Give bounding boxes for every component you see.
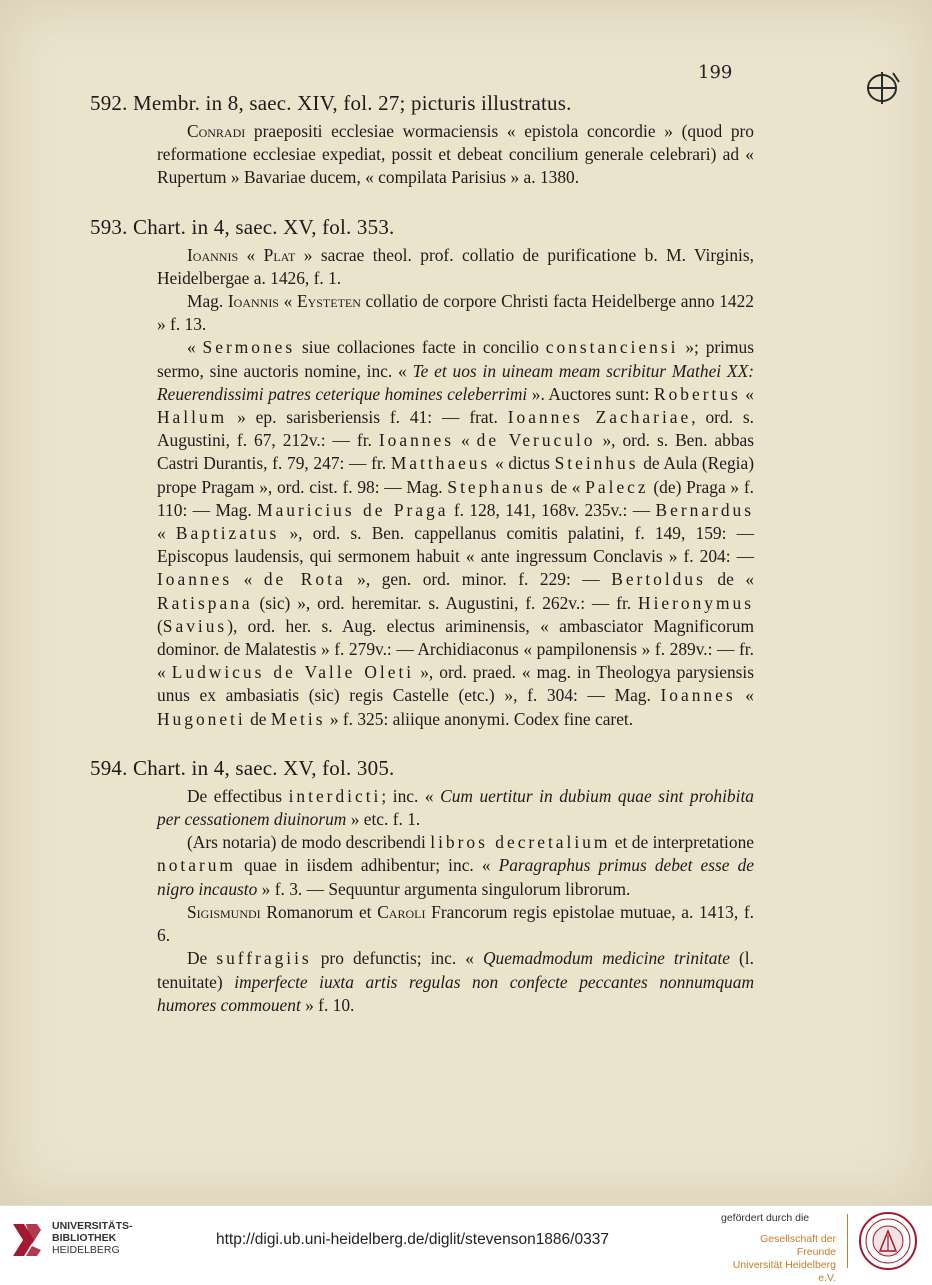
text-run: f. 128, 141, 168v. 235v.: — xyxy=(448,499,656,520)
text-run: « xyxy=(157,523,176,544)
text-run: (l. tenuitate) xyxy=(157,948,754,992)
text-run: Savius xyxy=(162,615,228,636)
text-run: Sermones xyxy=(202,337,296,358)
entry-paragraph xyxy=(157,785,754,831)
text-run: « xyxy=(735,685,754,706)
text-run: de Aula (Regia) prope Pragam », ord. cist. f. 98: — Mag. xyxy=(157,453,755,497)
sponsor-label: gefördert durch die xyxy=(721,1212,810,1224)
text-run: ; inc. « xyxy=(381,785,441,806)
text-run: (sic) », ord. heremitar. s. Augustini, f. 262v.: — fr. xyxy=(252,592,639,613)
text-run: « xyxy=(187,337,203,358)
text-run: »; primus sermo, sine auctoris nomine, inc. « xyxy=(157,337,754,381)
library-name-line: BIBLIOTHEK xyxy=(52,1232,117,1244)
text-run: Quemadmodum medicine trinitate xyxy=(482,948,730,969)
text-run: De xyxy=(187,948,217,969)
text-run: de « xyxy=(545,476,586,497)
entry-paragraph xyxy=(157,290,754,336)
text-run: De effectibus xyxy=(187,785,289,806)
library-name-line: UNIVERSITÄTS- xyxy=(52,1220,133,1232)
text-run: Plat xyxy=(263,244,296,265)
text-run: Hieronymus xyxy=(638,592,754,613)
text-run: », ord. s. Ben. cappellanus comitis palatini, f. 149, 159: — Episcopus laudensis, qui sermonem habuit « ante ingressum Conclavis » f. 204: — xyxy=(157,523,754,567)
entry-heading: 593. Chart. in 4, saec. XV, fol. 353. xyxy=(90,214,395,239)
library-name[interactable] xyxy=(52,1220,133,1256)
text-run: Ratispana xyxy=(157,592,253,613)
text-run: Metis xyxy=(270,708,326,729)
library-stamp-icon xyxy=(862,70,902,106)
text-run: Ioannes xyxy=(378,430,454,451)
entry-heading: 594. Chart. in 4, saec. XV, fol. 305. xyxy=(90,755,395,780)
text-run: Ioannis xyxy=(227,291,279,312)
library-name-line: HEIDELBERG xyxy=(52,1244,120,1256)
permalink-url[interactable]: http://digi.ub.uni-heidelberg.de/diglit/stevenson1886/0337 xyxy=(216,1231,609,1248)
text-run: ), ord. her. s. Aug. electus ariminensis, « ambasciator Magnificorum dominor. de Malatestis » f. 279v.: — Archidiaconus « pampilonensis » f. 289v.: — fr. « xyxy=(157,615,754,683)
text-run: « xyxy=(232,569,264,590)
text-run: Caroli xyxy=(377,901,426,922)
text-run: Eysteten xyxy=(296,291,361,312)
catalogue-entry xyxy=(90,88,754,190)
footer-bar xyxy=(0,1205,932,1284)
text-run: Mauricius de Praga xyxy=(257,499,449,520)
text-run: quae in iisdem adhibentur; inc. « xyxy=(235,855,499,876)
catalogue-text xyxy=(90,88,754,1039)
text-run: » ep. sarisberiensis f. 41: — frat. xyxy=(227,407,508,428)
catalogue-entry xyxy=(90,212,754,731)
university-seal-icon[interactable] xyxy=(858,1211,918,1271)
text-run: » f. 325: aliique anonymi. Codex fine caret. xyxy=(325,708,634,729)
text-run: suffragiis xyxy=(216,948,312,969)
text-run: Francorum regis epistolae mutuae, a. 1413, f. 6. xyxy=(157,901,754,946)
entry-paragraph xyxy=(157,244,754,290)
text-run: Sigismundi xyxy=(187,901,261,922)
text-run: Te et uos in uineam meam scribitur Mathei XX: Reuerendissimi patres ceterique homines celeberrimi xyxy=(157,360,754,404)
text-run: imperfecte iuxta artis regulas non confecte peccantes nonnumquam humores commouent xyxy=(157,971,754,1015)
text-run: Paragraphus primus debet esse de nigro incausto xyxy=(157,855,754,899)
footer-divider xyxy=(847,1214,848,1268)
sponsor-name[interactable] xyxy=(724,1233,836,1285)
text-run: « xyxy=(238,244,264,265)
text-run: Robertus xyxy=(654,383,741,404)
entry-paragraph xyxy=(157,831,754,901)
text-run: » sacrae theol. prof. collatio de purificatione b. M. Virginis, Heidelbergae a. 1426, f. 1. xyxy=(157,244,755,288)
text-run: siue collaciones facte in concilio xyxy=(295,337,546,358)
text-run: pro defunctis; inc. « xyxy=(311,948,483,969)
text-run: de xyxy=(245,708,271,729)
text-run: Matthaeus xyxy=(390,453,491,474)
text-run: Ioannes Zachariae xyxy=(507,407,692,428)
text-run: », gen. ord. minor. f. 229: — xyxy=(345,569,612,590)
entry-paragraph xyxy=(157,336,754,730)
text-run: de Rota xyxy=(263,569,346,590)
text-run: Conradi xyxy=(187,121,246,141)
text-run: « xyxy=(279,291,297,312)
text-run: » etc. f. 1. xyxy=(346,809,421,830)
text-run: ( xyxy=(157,615,163,636)
text-run: Bernardus xyxy=(655,499,754,520)
text-run: », ord. s. Ben. abbas Castri Durantis, f. 79, 247: — fr. xyxy=(157,430,755,474)
library-logo-icon[interactable] xyxy=(10,1220,44,1260)
text-run: Steinhus xyxy=(554,453,639,474)
text-run: (de) Praga » f. 110: — Mag. xyxy=(157,476,754,520)
text-run: Ludwicus de Valle Oleti xyxy=(171,662,415,683)
text-run: collatio de corpore Christi facta Heidelberge anno 1422 » f. 13. xyxy=(157,291,754,335)
text-run: « xyxy=(453,430,477,451)
text-run: Bertoldus xyxy=(611,569,706,590)
text-run: de Veruculo xyxy=(476,430,596,451)
text-run: interdicti xyxy=(288,785,382,806)
entry-paragraph xyxy=(157,120,754,190)
text-run: Hugoneti xyxy=(157,708,246,729)
text-run: , ord. s. Augustini, f. 67, 212v.: — fr. xyxy=(157,407,754,451)
entry-paragraph xyxy=(157,901,754,947)
text-run: Ioannes xyxy=(157,569,233,590)
text-run: Stephanus xyxy=(447,476,546,497)
text-run: Mag. xyxy=(187,291,228,312)
entry-heading: 592. Membr. in 8, saec. XIV, fol. 27; picturis illustratus. xyxy=(90,91,572,115)
text-run: « dictus xyxy=(490,453,555,474)
text-run: constanciensi xyxy=(545,337,679,358)
text-run: Ioannis xyxy=(187,244,239,265)
text-run: Palecz xyxy=(585,476,649,497)
text-run: libros decretalium xyxy=(430,832,611,853)
text-run: Hallum xyxy=(157,407,228,428)
text-run: et de interpretatione xyxy=(610,832,754,853)
text-run: » f. 10. xyxy=(300,994,355,1015)
text-run: de « xyxy=(705,569,755,590)
text-run: », ord. praed. « mag. in Theologya parysiensis unus ex ambasiatis (sic) regis Castelle (etc.) », f. 304: — Mag. xyxy=(157,662,755,706)
text-run: Baptizatus xyxy=(175,523,280,544)
text-run: Romanorum et xyxy=(260,901,378,922)
sponsor-name-line: Universität Heidelberg e.V. xyxy=(732,1259,836,1284)
text-run: (Ars notaria) de modo describendi xyxy=(187,832,431,853)
text-run: Ioannes xyxy=(660,685,736,706)
text-run: Cum uertitur in dubium quae sint prohibita per cessationem diuinorum xyxy=(157,785,754,830)
text-run: praepositi ecclesiae wormaciensis « epistola concordie » (quod pro reformatione ecclesiae expediat, possit et debeat concilium generale celebrari) ad « Rupertum » Bavariae ducem, « compilata Parisius » a. 1380. xyxy=(157,121,754,188)
page-number: 199 xyxy=(698,62,733,83)
catalogue-entry xyxy=(90,753,754,1017)
entry-paragraph xyxy=(157,947,754,1017)
text-run: ». Auctores sunt: xyxy=(527,383,654,404)
text-run: notarum xyxy=(157,855,236,876)
text-run: » f. 3. — Sequuntur argumenta singulorum librorum. xyxy=(257,878,631,899)
text-run: « xyxy=(740,383,755,404)
sponsor-name-line: Gesellschaft der Freunde xyxy=(760,1233,836,1258)
